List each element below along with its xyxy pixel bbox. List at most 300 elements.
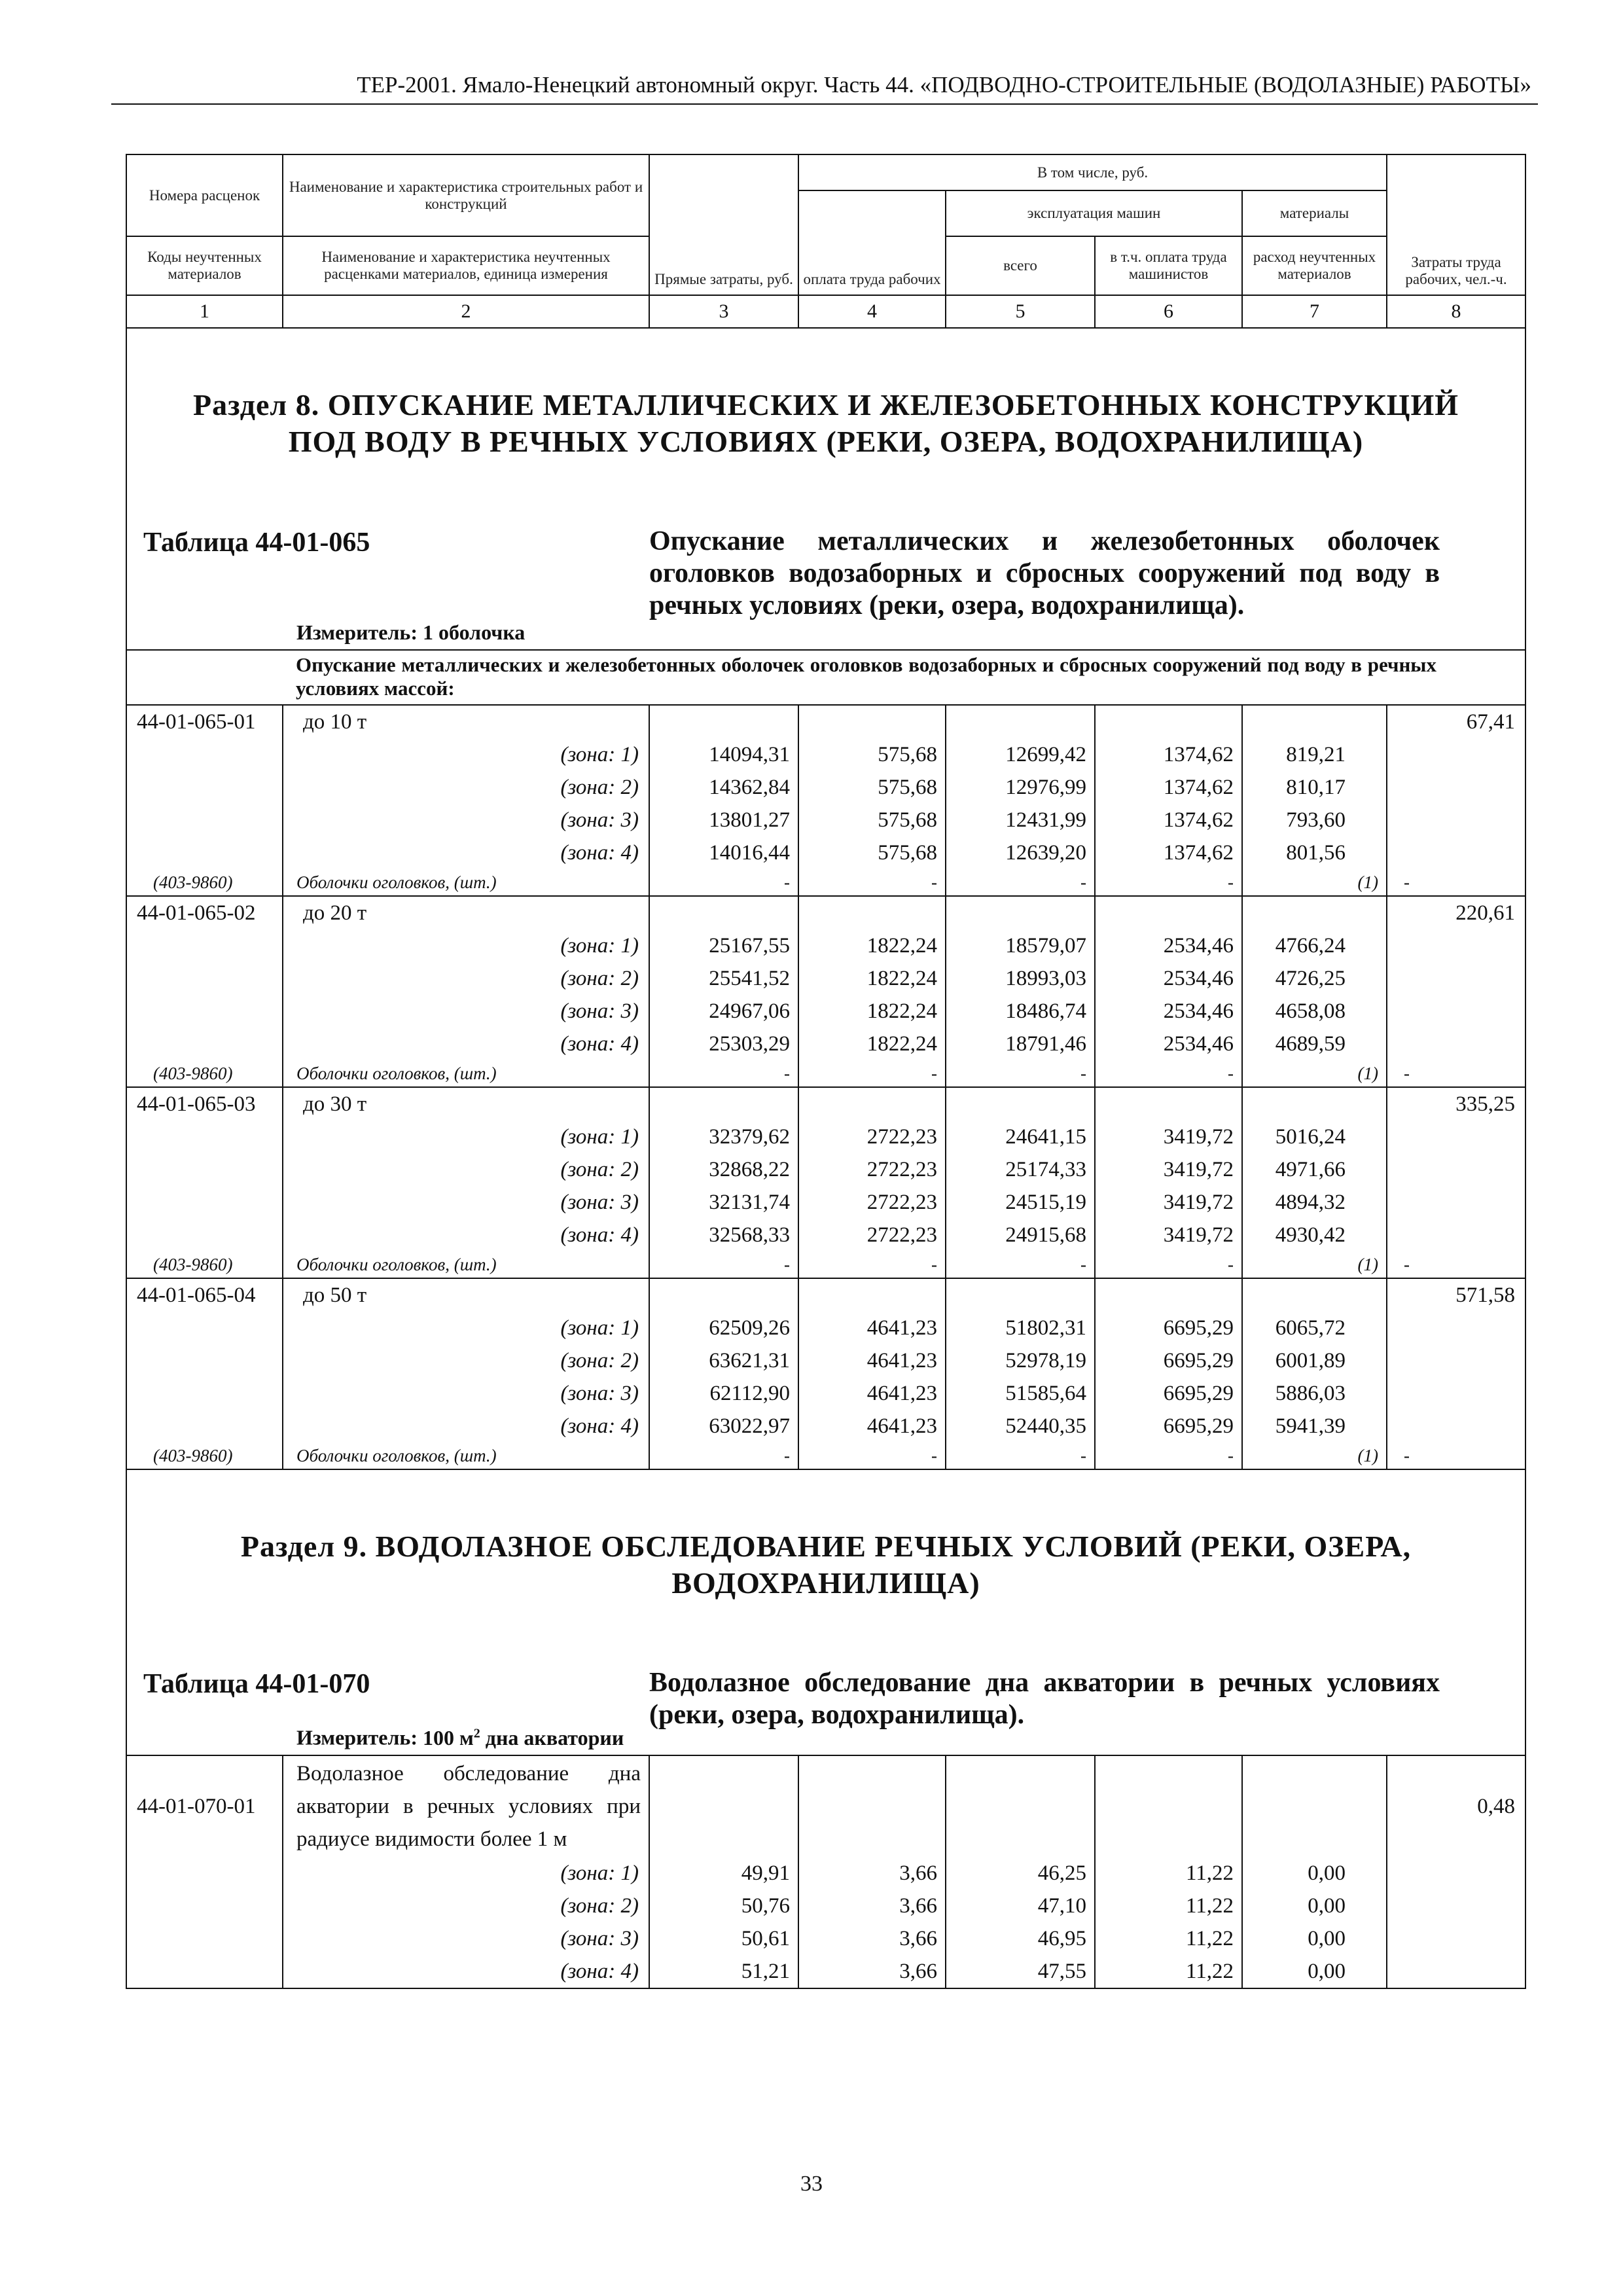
direct-costs: 14016,44 bbox=[649, 836, 798, 869]
empty-cell bbox=[1387, 1344, 1525, 1377]
empty-cell bbox=[1242, 1087, 1387, 1121]
section-9-title bbox=[126, 1528, 1525, 1602]
materials-cost: 819,21 bbox=[1242, 738, 1387, 771]
head-machines: эксплуатация машин bbox=[946, 190, 1242, 236]
empty-cell bbox=[649, 1087, 798, 1121]
empty-cell bbox=[946, 705, 1095, 738]
empty-cell bbox=[126, 929, 283, 962]
direct-costs: 25167,55 bbox=[649, 929, 798, 962]
zone-label: (зона: 4) bbox=[283, 836, 649, 869]
direct-costs: 25541,52 bbox=[649, 962, 798, 995]
zone-label: (зона: 3) bbox=[283, 804, 649, 836]
direct-costs: 50,76 bbox=[649, 1890, 798, 1922]
materials-cost: 0,00 bbox=[1242, 1857, 1387, 1890]
section-8-title bbox=[126, 387, 1525, 460]
zone-row bbox=[126, 1312, 1525, 1344]
zone-label: (зона: 2) bbox=[283, 962, 649, 995]
empty-cell bbox=[1242, 705, 1387, 738]
worker-wages: 2722,23 bbox=[798, 1153, 946, 1186]
machines-total: 52978,19 bbox=[946, 1344, 1095, 1377]
machines-total: 12976,99 bbox=[946, 771, 1095, 804]
rate-name: до 20 т bbox=[283, 896, 649, 929]
machines-total: 24915,68 bbox=[946, 1219, 1095, 1251]
machines-total: 12639,20 bbox=[946, 836, 1095, 869]
empty-cell bbox=[798, 896, 946, 929]
rate-code: 44-01-065-01 bbox=[126, 705, 283, 738]
column-numbers-row bbox=[126, 295, 1525, 328]
col-number: 5 bbox=[946, 295, 1095, 328]
machines-total: 51585,64 bbox=[946, 1377, 1095, 1410]
head-operators-wages: в т.ч. оплата труда машинистов bbox=[1095, 236, 1242, 295]
col-number: 7 bbox=[1242, 295, 1387, 328]
empty-cell bbox=[1095, 896, 1242, 929]
materials-cost: 5941,39 bbox=[1242, 1410, 1387, 1443]
direct-costs: 63022,97 bbox=[649, 1410, 798, 1443]
worker-wages: 575,68 bbox=[798, 771, 946, 804]
material-row bbox=[126, 1443, 1525, 1469]
section-8-title-line-1: Раздел 8. ОПУСКАНИЕ МЕТАЛЛИЧЕСКИХ И ЖЕЛЕЗОБЕТОННЫХ КОНСТРУКЦИЙ bbox=[192, 388, 1459, 422]
materials-cost: 0,00 bbox=[1242, 1922, 1387, 1955]
rates-table bbox=[126, 154, 1526, 1989]
direct-costs: 25303,29 bbox=[649, 1028, 798, 1060]
empty-cell bbox=[1387, 1857, 1525, 1890]
materials-cost: 810,17 bbox=[1242, 771, 1387, 804]
section-8-spacer bbox=[126, 328, 1525, 387]
head-direct-costs: Прямые затраты, руб. bbox=[649, 154, 798, 295]
empty-cell bbox=[126, 1377, 283, 1410]
head-materials: материалы bbox=[1242, 190, 1387, 236]
table-070-caption-row bbox=[126, 1667, 1525, 1755]
empty-cell bbox=[1387, 995, 1525, 1028]
empty-cell bbox=[1387, 1312, 1525, 1344]
table-070-number: Таблица 44-01-070 bbox=[143, 1669, 370, 1699]
zone-row bbox=[126, 1344, 1525, 1377]
zone-row bbox=[126, 929, 1525, 962]
rate-name: до 30 т bbox=[283, 1087, 649, 1121]
material-dash: - bbox=[649, 1251, 798, 1278]
section-9-spacer-2 bbox=[126, 1602, 1525, 1667]
table-065-title: Опускание металлических и железобетонных оболочек оголовков водозаборных и сбросных сооружений под воду в речных условиях (реки, озера, водохранилища). bbox=[649, 526, 1525, 650]
materials-cost: 6065,72 bbox=[1242, 1312, 1387, 1344]
material-dash: - bbox=[1095, 1443, 1242, 1469]
table-065-meter bbox=[283, 619, 525, 649]
direct-costs: 62112,90 bbox=[649, 1377, 798, 1410]
machines-total: 24515,19 bbox=[946, 1186, 1095, 1219]
empty-cell bbox=[1387, 771, 1525, 804]
operators-wages: 11,22 bbox=[1095, 1955, 1242, 1988]
rate-name: до 50 т bbox=[283, 1278, 649, 1312]
empty-cell bbox=[1387, 1377, 1525, 1410]
direct-costs: 50,61 bbox=[649, 1922, 798, 1955]
worker-wages: 1822,24 bbox=[798, 995, 946, 1028]
col-number: 3 bbox=[649, 295, 798, 328]
meter-label: Измеритель: bbox=[296, 620, 418, 644]
material-qty: (1) bbox=[1242, 1251, 1387, 1278]
worker-wages: 4641,23 bbox=[798, 1410, 946, 1443]
operators-wages: 6695,29 bbox=[1095, 1312, 1242, 1344]
empty-cell bbox=[946, 1755, 1095, 1857]
meter-value: 100 $м^2$ дна акватории bbox=[422, 1726, 624, 1749]
empty-cell bbox=[1387, 1922, 1525, 1955]
material-dash: - bbox=[798, 1060, 946, 1087]
zone-label: (зона: 3) bbox=[283, 1922, 649, 1955]
head-material-codes: Коды неучтенных материалов bbox=[126, 236, 283, 295]
machines-total: 52440,35 bbox=[946, 1410, 1095, 1443]
col-number: 4 bbox=[798, 295, 946, 328]
empty-cell bbox=[126, 1857, 283, 1890]
empty-cell bbox=[1387, 804, 1525, 836]
material-code: (403-9860) bbox=[126, 1060, 283, 1087]
operators-wages: 2534,46 bbox=[1095, 929, 1242, 962]
machines-total: 18579,07 bbox=[946, 929, 1095, 962]
operators-wages: 2534,46 bbox=[1095, 1028, 1242, 1060]
material-dash: - bbox=[1387, 1251, 1525, 1278]
empty-cell bbox=[126, 1922, 283, 1955]
table-065-subheading: Опускание металлических и железобетонных оболочек оголовков водозаборных и сбросных сооружений под воду в речных условиях массой: bbox=[283, 650, 1525, 705]
direct-costs: 14362,84 bbox=[649, 771, 798, 804]
rate-code: 44-01-065-03 bbox=[126, 1087, 283, 1121]
zone-label: (зона: 1) bbox=[283, 929, 649, 962]
worker-wages: 1822,24 bbox=[798, 929, 946, 962]
materials-cost: 801,56 bbox=[1242, 836, 1387, 869]
running-header: ТЕР-2001. Ямало-Ненецкий автономный округ. Часть 44. «ПОДВОДНО-СТРОИТЕЛЬНЫЕ (ВОДОЛАЗНЫЕ) РАБОТЫ» bbox=[357, 72, 1531, 98]
table-070-number-cell bbox=[126, 1667, 649, 1755]
operators-wages: 6695,29 bbox=[1095, 1344, 1242, 1377]
worker-wages: 2722,23 bbox=[798, 1219, 946, 1251]
subheading-row bbox=[126, 650, 1525, 705]
labor-cost: 571,58 bbox=[1387, 1278, 1525, 1312]
head-including: В том числе, руб. bbox=[798, 154, 1387, 190]
empty-cell bbox=[126, 1219, 283, 1251]
operators-wages: 3419,72 bbox=[1095, 1186, 1242, 1219]
worker-wages: 2722,23 bbox=[798, 1186, 946, 1219]
material-qty: (1) bbox=[1242, 1443, 1387, 1469]
table-065-caption-row bbox=[126, 526, 1525, 650]
material-dash: - bbox=[1387, 1060, 1525, 1087]
material-name: Оболочки оголовков, (шт.) bbox=[283, 1060, 649, 1087]
operators-wages: 1374,62 bbox=[1095, 771, 1242, 804]
materials-cost: 4658,08 bbox=[1242, 995, 1387, 1028]
col-number: 8 bbox=[1387, 295, 1525, 328]
material-dash: - bbox=[1095, 1251, 1242, 1278]
machines-total: 47,55 bbox=[946, 1955, 1095, 1988]
head-material-usage: расход неучтенных материалов bbox=[1242, 236, 1387, 295]
material-dash: - bbox=[649, 1060, 798, 1087]
table-065-body bbox=[126, 705, 1525, 1469]
head-row-1 bbox=[126, 154, 1525, 190]
zone-label: (зона: 2) bbox=[283, 1153, 649, 1186]
labor-cost: 220,61 bbox=[1387, 896, 1525, 929]
material-name: Оболочки оголовков, (шт.) bbox=[283, 1443, 649, 1469]
operators-wages: 3419,72 bbox=[1095, 1219, 1242, 1251]
empty-cell bbox=[126, 1121, 283, 1153]
empty-cell bbox=[126, 1186, 283, 1219]
worker-wages: 3,66 bbox=[798, 1922, 946, 1955]
section-8-spacer-2 bbox=[126, 460, 1525, 526]
empty-cell bbox=[649, 705, 798, 738]
material-code: (403-9860) bbox=[126, 1251, 283, 1278]
empty-cell bbox=[1387, 738, 1525, 771]
empty-cell bbox=[126, 962, 283, 995]
table-070-body bbox=[126, 1755, 1525, 1988]
direct-costs: 24967,06 bbox=[649, 995, 798, 1028]
rate-code: 44-01-070-01 bbox=[126, 1755, 283, 1857]
empty-cell bbox=[126, 1410, 283, 1443]
materials-cost: 0,00 bbox=[1242, 1890, 1387, 1922]
material-code: (403-9860) bbox=[126, 1443, 283, 1469]
empty-cell bbox=[1242, 1755, 1387, 1857]
material-dash: - bbox=[798, 1443, 946, 1469]
worker-wages: 4641,23 bbox=[798, 1344, 946, 1377]
zone-row bbox=[126, 1857, 1525, 1890]
operators-wages: 3419,72 bbox=[1095, 1121, 1242, 1153]
section-8-title-row bbox=[126, 387, 1525, 460]
operators-wages: 1374,62 bbox=[1095, 804, 1242, 836]
zone-label: (зона: 2) bbox=[283, 771, 649, 804]
worker-wages: 575,68 bbox=[798, 804, 946, 836]
empty-cell bbox=[126, 1955, 283, 1988]
empty-cell bbox=[946, 896, 1095, 929]
machines-total: 51802,31 bbox=[946, 1312, 1095, 1344]
material-dash: - bbox=[798, 1251, 946, 1278]
machines-total: 25174,33 bbox=[946, 1153, 1095, 1186]
worker-wages: 1822,24 bbox=[798, 1028, 946, 1060]
table-065-number-cell bbox=[126, 526, 649, 650]
empty-cell bbox=[1387, 1219, 1525, 1251]
worker-wages: 575,68 bbox=[798, 738, 946, 771]
empty-cell bbox=[126, 995, 283, 1028]
zone-row bbox=[126, 1377, 1525, 1410]
materials-cost: 4894,32 bbox=[1242, 1186, 1387, 1219]
empty-cell bbox=[126, 1890, 283, 1922]
empty-cell bbox=[946, 1278, 1095, 1312]
page-number: 33 bbox=[800, 2172, 823, 2196]
material-row bbox=[126, 1060, 1525, 1087]
direct-costs: 32868,22 bbox=[649, 1153, 798, 1186]
labor-cost: 0,48 bbox=[1387, 1755, 1525, 1857]
operators-wages: 11,22 bbox=[1095, 1857, 1242, 1890]
zone-row bbox=[126, 1121, 1525, 1153]
machines-total: 12699,42 bbox=[946, 738, 1095, 771]
empty-cell bbox=[126, 804, 283, 836]
col-number: 6 bbox=[1095, 295, 1242, 328]
zone-label: (зона: 3) bbox=[283, 1186, 649, 1219]
zone-label: (зона: 2) bbox=[283, 1344, 649, 1377]
operators-wages: 3419,72 bbox=[1095, 1153, 1242, 1186]
empty-cell bbox=[1387, 1955, 1525, 1988]
empty-cell bbox=[1095, 705, 1242, 738]
operators-wages: 1374,62 bbox=[1095, 738, 1242, 771]
worker-wages: 1822,24 bbox=[798, 962, 946, 995]
zone-row bbox=[126, 995, 1525, 1028]
empty-cell bbox=[1387, 836, 1525, 869]
zone-label: (зона: 1) bbox=[283, 1312, 649, 1344]
zone-row bbox=[126, 1153, 1525, 1186]
materials-cost: 5886,03 bbox=[1242, 1377, 1387, 1410]
zone-row bbox=[126, 1955, 1525, 1988]
material-dash: - bbox=[798, 869, 946, 896]
direct-costs: 63621,31 bbox=[649, 1344, 798, 1377]
operators-wages: 2534,46 bbox=[1095, 995, 1242, 1028]
table-070-meter bbox=[283, 1720, 624, 1755]
zone-label: (зона: 1) bbox=[283, 1857, 649, 1890]
meter-value: 1 оболочка bbox=[422, 620, 526, 644]
head-labor: Затраты труда рабочих, чел.-ч. bbox=[1387, 154, 1525, 295]
empty-cell bbox=[649, 1278, 798, 1312]
direct-costs: 49,91 bbox=[649, 1857, 798, 1890]
direct-costs: 14094,31 bbox=[649, 738, 798, 771]
direct-costs: 32379,62 bbox=[649, 1121, 798, 1153]
rate-row bbox=[126, 1755, 1525, 1857]
materials-cost: 5016,24 bbox=[1242, 1121, 1387, 1153]
machines-total: 24641,15 bbox=[946, 1121, 1095, 1153]
material-name: Оболочки оголовков, (шт.) bbox=[283, 1251, 649, 1278]
empty-cell bbox=[1095, 1087, 1242, 1121]
rate-code: 44-01-065-04 bbox=[126, 1278, 283, 1312]
machines-total: 47,10 bbox=[946, 1890, 1095, 1922]
empty-cell bbox=[126, 1028, 283, 1060]
material-qty: (1) bbox=[1242, 869, 1387, 896]
section-9-title-line-1: Раздел 9. ВОДОЛАЗНОЕ ОБСЛЕДОВАНИЕ РЕЧНЫХ УСЛОВИЙ (РЕКИ, ОЗЕРА, bbox=[240, 1530, 1412, 1563]
head-rates-no: Номера расценок bbox=[126, 154, 283, 236]
rate-name: до 10 т bbox=[283, 705, 649, 738]
rate-row bbox=[126, 705, 1525, 738]
operators-wages: 2534,46 bbox=[1095, 962, 1242, 995]
material-dash: - bbox=[946, 869, 1095, 896]
table-065-number: Таблица 44-01-065 bbox=[143, 528, 370, 558]
direct-costs: 32131,74 bbox=[649, 1186, 798, 1219]
zone-label: (зона: 4) bbox=[283, 1955, 649, 1988]
rate-name: Водолазное обследование дна акватории в речных условиях при радиусе видимости более 1 м bbox=[283, 1755, 649, 1857]
empty-cell bbox=[1387, 1028, 1525, 1060]
empty-cell bbox=[1387, 1186, 1525, 1219]
zone-row bbox=[126, 771, 1525, 804]
zone-row bbox=[126, 804, 1525, 836]
col-number: 2 bbox=[283, 295, 649, 328]
empty-cell bbox=[1387, 1153, 1525, 1186]
material-code: (403-9860) bbox=[126, 869, 283, 896]
empty-cell bbox=[126, 738, 283, 771]
empty-cell bbox=[126, 1344, 283, 1377]
material-dash: - bbox=[1095, 1060, 1242, 1087]
worker-wages: 3,66 bbox=[798, 1955, 946, 1988]
empty-cell bbox=[126, 1153, 283, 1186]
head-wages: оплата труда рабочих bbox=[798, 190, 946, 295]
zone-row bbox=[126, 1219, 1525, 1251]
material-row bbox=[126, 1251, 1525, 1278]
machines-total: 12431,99 bbox=[946, 804, 1095, 836]
direct-costs: 51,21 bbox=[649, 1955, 798, 1988]
zone-label: (зона: 3) bbox=[283, 1377, 649, 1410]
zone-row bbox=[126, 1028, 1525, 1060]
worker-wages: 2722,23 bbox=[798, 1121, 946, 1153]
empty-cell bbox=[649, 896, 798, 929]
zone-row bbox=[126, 1186, 1525, 1219]
zone-row bbox=[126, 1922, 1525, 1955]
materials-cost: 4930,42 bbox=[1242, 1219, 1387, 1251]
material-dash: - bbox=[1387, 1443, 1525, 1469]
materials-cost: 793,60 bbox=[1242, 804, 1387, 836]
operators-wages: 11,22 bbox=[1095, 1922, 1242, 1955]
empty-cell bbox=[1387, 962, 1525, 995]
operators-wages: 6695,29 bbox=[1095, 1377, 1242, 1410]
empty-cell bbox=[798, 1278, 946, 1312]
labor-cost: 335,25 bbox=[1387, 1087, 1525, 1121]
zone-label: (зона: 3) bbox=[283, 995, 649, 1028]
empty-cell bbox=[798, 705, 946, 738]
section-9-spacer bbox=[126, 1469, 1525, 1528]
empty-cell bbox=[1242, 896, 1387, 929]
machines-total: 18791,46 bbox=[946, 1028, 1095, 1060]
worker-wages: 4641,23 bbox=[798, 1377, 946, 1410]
empty-cell bbox=[1095, 1278, 1242, 1312]
material-dash: - bbox=[1095, 869, 1242, 896]
zone-label: (зона: 4) bbox=[283, 1219, 649, 1251]
zone-label: (зона: 2) bbox=[283, 1890, 649, 1922]
worker-wages: 575,68 bbox=[798, 836, 946, 869]
header-rule bbox=[111, 103, 1538, 105]
zone-label: (зона: 4) bbox=[283, 1028, 649, 1060]
rate-code: 44-01-065-02 bbox=[126, 896, 283, 929]
material-dash: - bbox=[946, 1060, 1095, 1087]
materials-cost: 4766,24 bbox=[1242, 929, 1387, 962]
material-dash: - bbox=[649, 1443, 798, 1469]
zone-label: (зона: 1) bbox=[283, 1121, 649, 1153]
worker-wages: 4641,23 bbox=[798, 1312, 946, 1344]
material-row bbox=[126, 869, 1525, 896]
material-dash: - bbox=[946, 1443, 1095, 1469]
empty-cell bbox=[798, 1087, 946, 1121]
empty-cell bbox=[946, 1087, 1095, 1121]
zone-row bbox=[126, 962, 1525, 995]
empty-cell bbox=[1242, 1278, 1387, 1312]
operators-wages: 11,22 bbox=[1095, 1890, 1242, 1922]
rate-row bbox=[126, 1278, 1525, 1312]
zone-row bbox=[126, 1890, 1525, 1922]
rate-row bbox=[126, 1087, 1525, 1121]
machines-total: 46,25 bbox=[946, 1857, 1095, 1890]
empty-cell bbox=[1387, 1121, 1525, 1153]
empty-cell bbox=[798, 1755, 946, 1857]
empty-cell bbox=[1095, 1755, 1242, 1857]
direct-costs: 13801,27 bbox=[649, 804, 798, 836]
section-9-title-line-2: ВОДОХРАНИЛИЩА) bbox=[671, 1566, 980, 1600]
materials-cost: 4971,66 bbox=[1242, 1153, 1387, 1186]
operators-wages: 1374,62 bbox=[1095, 836, 1242, 869]
machines-total: 18486,74 bbox=[946, 995, 1095, 1028]
machines-total: 18993,03 bbox=[946, 962, 1095, 995]
empty-cell bbox=[1387, 1410, 1525, 1443]
head-material-names: Наименование и характеристика неучтенных расценками материалов, единица измерения bbox=[283, 236, 649, 295]
zone-row bbox=[126, 836, 1525, 869]
material-name: Оболочки оголовков, (шт.) bbox=[283, 869, 649, 896]
empty-cell bbox=[1387, 1890, 1525, 1922]
empty-cell bbox=[126, 771, 283, 804]
worker-wages: 3,66 bbox=[798, 1890, 946, 1922]
zone-row bbox=[126, 738, 1525, 771]
zone-row bbox=[126, 1410, 1525, 1443]
section-9-title-row bbox=[126, 1528, 1525, 1602]
worker-wages: 3,66 bbox=[798, 1857, 946, 1890]
materials-cost: 4726,25 bbox=[1242, 962, 1387, 995]
rate-row bbox=[126, 896, 1525, 929]
section-8-title-line-2: ПОД ВОДУ В РЕЧНЫХ УСЛОВИЯХ (РЕКИ, ОЗЕРА, ВОДОХРАНИЛИЩА) bbox=[288, 425, 1364, 458]
materials-cost: 6001,89 bbox=[1242, 1344, 1387, 1377]
empty-cell bbox=[1387, 929, 1525, 962]
meter-label: Измеритель: bbox=[296, 1726, 418, 1749]
materials-cost: 4689,59 bbox=[1242, 1028, 1387, 1060]
zone-label: (зона: 1) bbox=[283, 738, 649, 771]
